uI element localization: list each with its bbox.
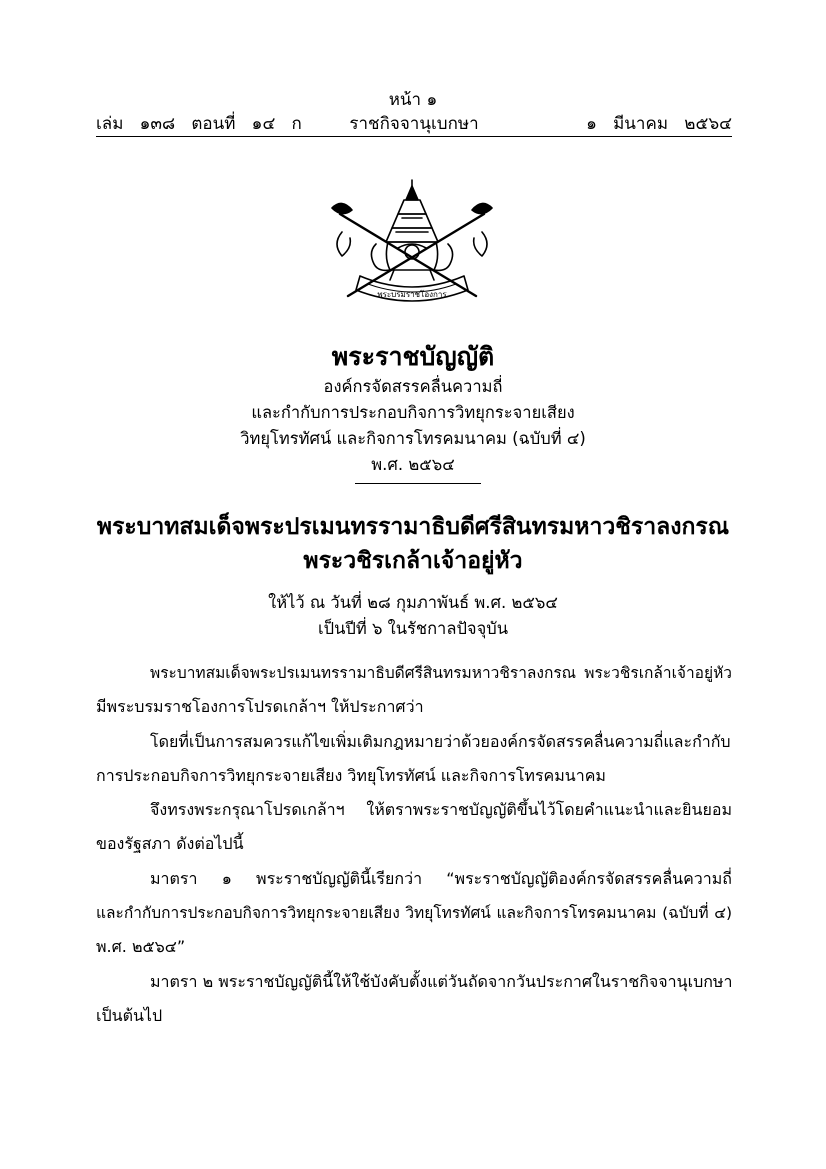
given-date-line: ให้ไว้ ณ วันที่ ๒๘ กุมภาพันธ์ พ.ศ. ๒๕๖๔ xyxy=(268,593,558,612)
page-number: หน้า ๑ xyxy=(388,90,438,110)
section-1-line: มาตรา ๑ พระราชบัญญัตินี้เรียกว่า “พระราชบัญญัติองค์กรจัดสรรคลื่นความถี่ xyxy=(150,868,732,888)
section-2-line: เป็นต้นไป xyxy=(96,1005,163,1025)
section-1-line: พ.ศ. ๒๕๖๔” xyxy=(96,937,186,957)
reign-year-line: เป็นปีที่ ๖ ในรัชกาลปัจจุบัน xyxy=(317,619,509,638)
emblem-lettering: พระบรมราชโองการ xyxy=(377,290,447,299)
act-title-block xyxy=(0,340,826,478)
act-subtitle-line: องค์กรจัดสรรคลื่นความถี่ xyxy=(323,377,503,396)
publication-date: ๑ มีนาคม ๒๕๖๔ xyxy=(586,114,732,134)
body-line: จึงทรงพระกรุณาโปรดเกล้าฯ ให้ตราพระราชบัญญัติขึ้นไว้โดยคำแนะนำและยินยอม xyxy=(150,800,732,820)
header-divider xyxy=(96,136,732,137)
royal-garuda-emblem-icon xyxy=(328,178,496,308)
act-subtitle-line: และกำกับการประกอบกิจการวิทยุกระจายเสียง xyxy=(251,403,575,422)
act-title: พระราชบัญญัติ xyxy=(331,342,495,371)
section-1-line: และกำกับการประกอบกิจการวิทยุกระจายเสียง วิทยุโทรทัศน์ และกิจการโทรคมนาคม (ฉบับที่ ๔) xyxy=(96,904,732,923)
volume-issue: เล่ม ๑๓๘ ตอนที่ ๑๔ ก xyxy=(96,114,302,134)
section-2-line: มาตรา ๒ พระราชบัญญัตินี้ให้ใช้บังคับตั้งแต่วันถัดจากวันประกาศในราชกิจจานุเบกษา xyxy=(150,971,732,991)
body-line: การประกอบกิจการวิทยุกระจายเสียง วิทยุโทรทัศน์ และกิจการโทรคมนาคม xyxy=(96,765,606,785)
body-line: มีพระบรมราชโองการโปรดเกล้าฯ ให้ประกาศว่า xyxy=(96,697,424,717)
act-year: พ.ศ. ๒๕๖๔ xyxy=(371,455,455,474)
given-date xyxy=(0,590,826,642)
gazette-name: ราชกิจจานุเบกษา xyxy=(349,114,479,134)
body-line: โดยที่เป็นการสมควรแก้ไขเพิ่มเติมกฎหมายว่าด้วยองค์กรจัดสรรคลื่นความถี่และกำกับ xyxy=(150,731,731,751)
body-line: พระบาทสมเด็จพระปรเมนทรรามาธิบดีศรีสินทรมหาวชิราลงกรณ พระวชิรเกล้าเจ้าอยู่หัว xyxy=(150,664,732,682)
act-subtitle-line: วิทยุโทรทัศน์ และกิจการโทรคมนาคม (ฉบับที่ ๔) xyxy=(240,429,586,448)
king-name xyxy=(0,510,826,578)
gazette-header xyxy=(96,110,732,134)
king-name-line: พระวชิรเกล้าเจ้าอยู่หัว xyxy=(303,548,523,574)
king-name-line: พระบาทสมเด็จพระปรเมนทรรามาธิบดีศรีสินทรมหาวชิราลงกรณ xyxy=(96,514,730,540)
body-line: ของรัฐสภา ดังต่อไปนี้ xyxy=(96,834,244,854)
act-body xyxy=(96,656,732,1033)
title-divider xyxy=(355,483,481,484)
